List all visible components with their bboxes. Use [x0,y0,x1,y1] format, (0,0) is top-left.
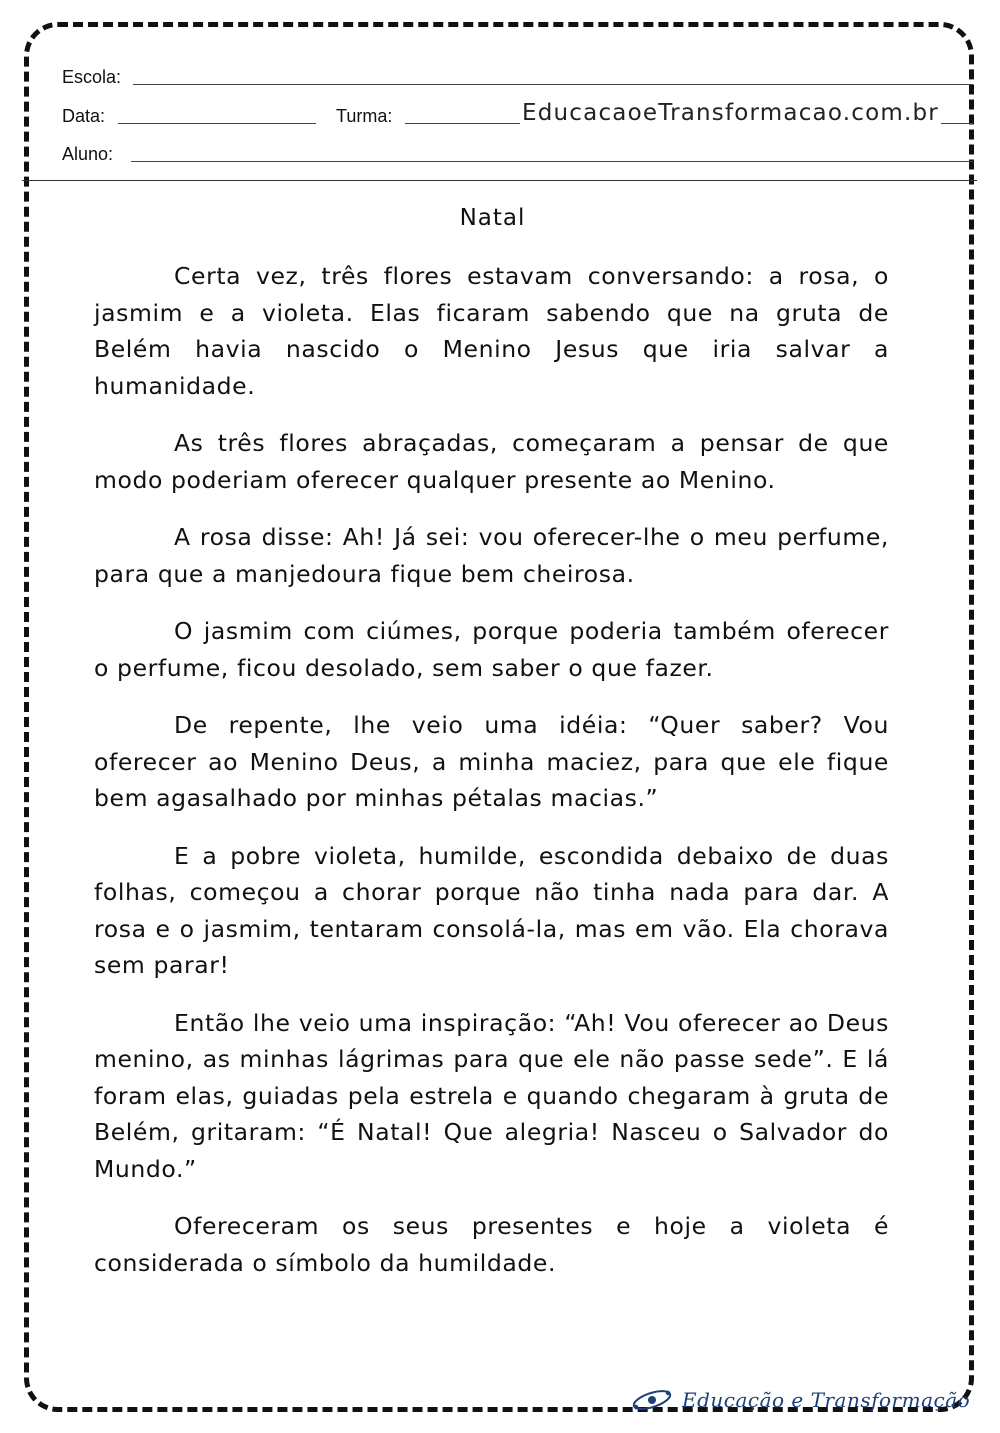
footer-brand [630,1385,970,1415]
story-title: Natal [459,205,526,231]
site-url-watermark: EducacaoeTransformacao.com.br [522,100,939,126]
story-paragraph: Ofereceram os seus presentes e hoje a violeta é considerada o símbolo da humildade. [94,1212,889,1277]
escola-field[interactable] [133,84,973,85]
orbit-logo-icon [630,1385,674,1415]
story-paragraph: Certa vez, três flores estavam conversando: a rosa, o jasmim e a violeta. Elas ficaram sabendo que na gruta de Belém havia nascido o Menino Jesus que iria salvar a humanidade. [94,262,889,400]
escola-label: Escola: [62,67,122,87]
data-label: Data: [62,106,106,126]
story-paragraph: O jasmim com ciúmes, porque poderia também oferecer o perfume, ficou desolado, sem saber o que fazer. [94,617,889,682]
story-paragraph: E a pobre violeta, humilde, escondida debaixo de duas folhas, começou a chorar porque não tinha nada para dar. A rosa e o jasmim, tentaram consolá-la, mas em vão. Ela chorava sem parar! [94,841,889,979]
story-body [94,258,889,1302]
story-paragraph: A rosa disse: Ah! Já sei: vou oferecer-lhe o meu perfume, para que a manjedoura fique bem cheirosa. [94,523,889,588]
story-paragraph: As três flores abraçadas, começaram a pensar de que modo poderiam oferecer qualquer presente ao Menino. [94,429,889,494]
header-divider [22,180,977,181]
data-field[interactable] [118,123,316,124]
story-paragraph: Então lhe veio uma inspiração: “Ah! Vou oferecer ao Deus menino, as minhas lágrimas para que ele não passe sede”. E lá foram elas, guiadas pela estrela e quando chegaram à gruta de Belém, gritaram: “É Natal! Que alegria! Nasceu o Salvador do Mundo.” [94,1008,889,1183]
turma-label: Turma: [336,106,393,126]
aluno-field[interactable] [131,161,973,162]
aluno-label: Aluno: [62,144,114,164]
story-paragraph: De repente, lhe veio uma idéia: “Quer saber? Vou oferecer ao Menino Deus, a minha maciez, para que ele fique bem agasalhado por minhas pétalas macias.” [94,711,889,812]
footer-brand-text: Educação e Transformação [682,1388,971,1412]
